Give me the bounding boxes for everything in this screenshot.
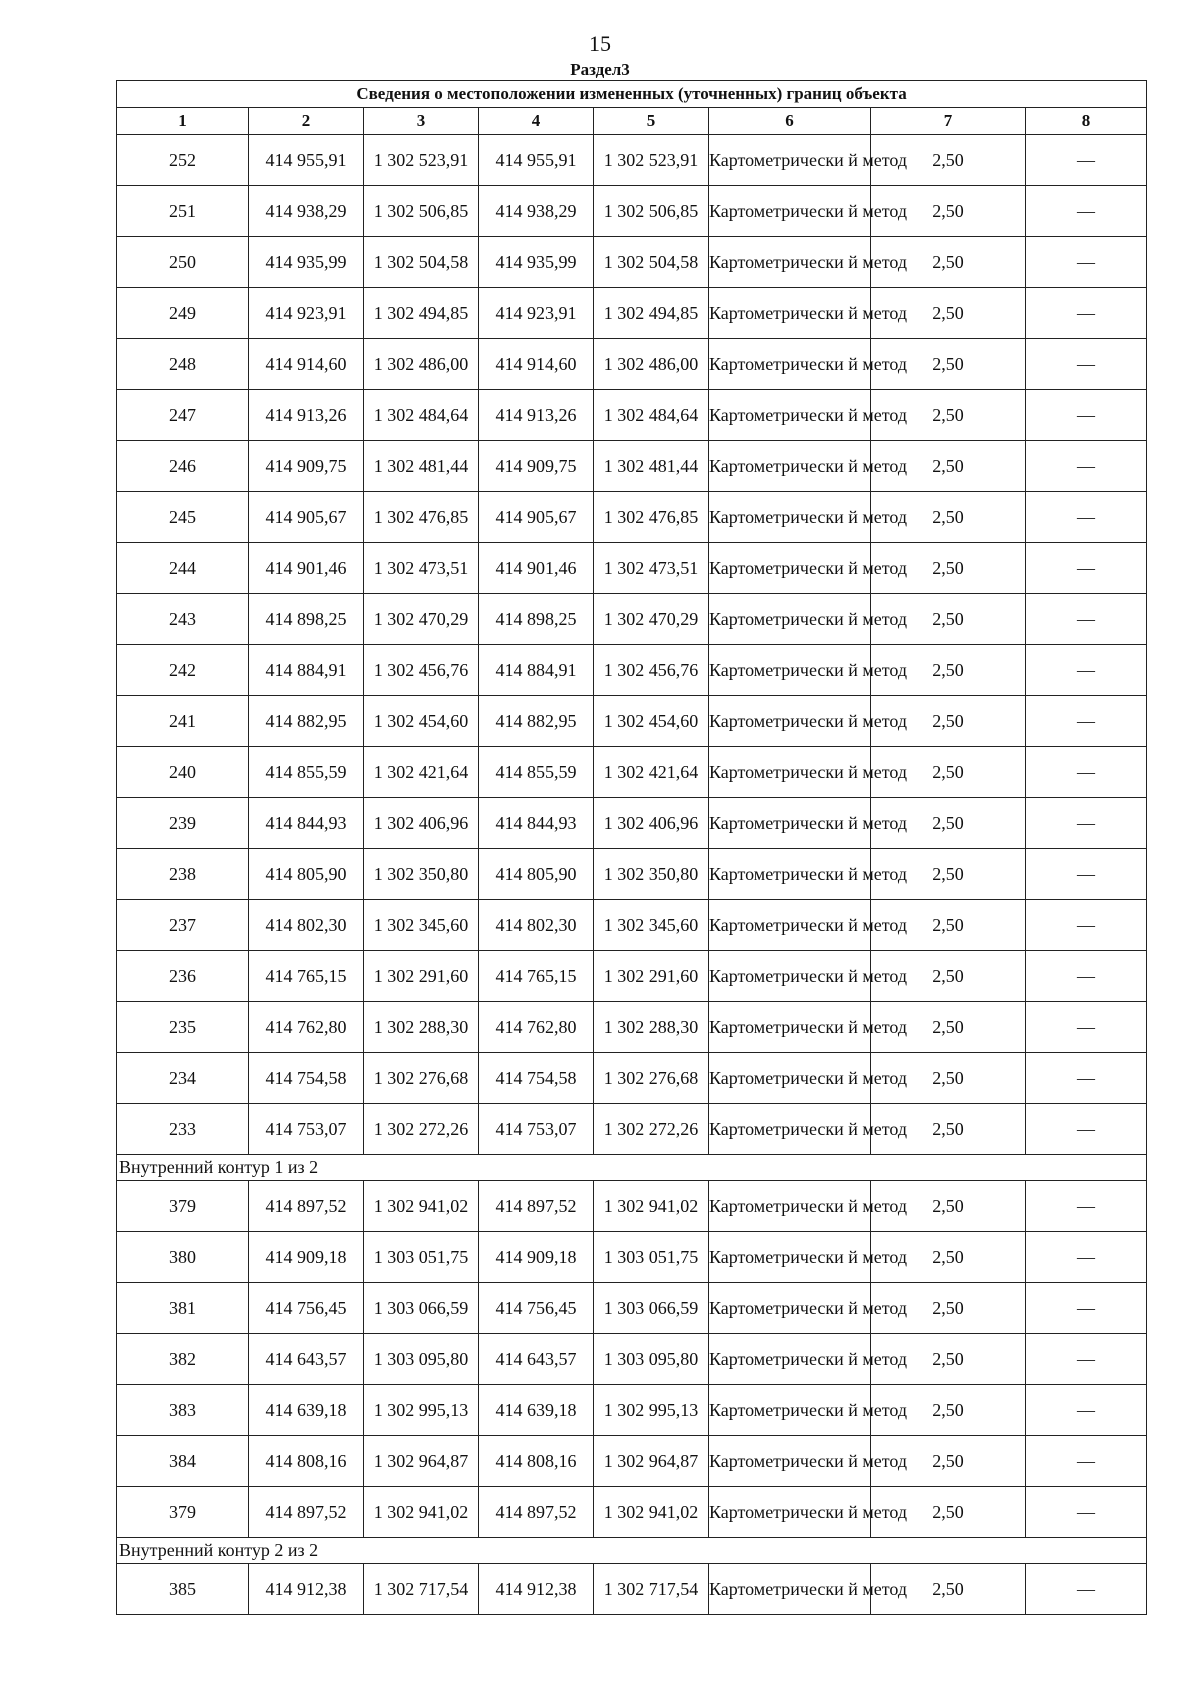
- y-existing-cell: 1 302 456,76: [364, 645, 479, 696]
- description-cell: —: [1026, 1385, 1147, 1436]
- y-new-cell: 1 302 506,85: [594, 186, 709, 237]
- y-new-cell: 1 302 454,60: [594, 696, 709, 747]
- description-cell: —: [1026, 849, 1147, 900]
- y-new-cell: 1 302 941,02: [594, 1487, 709, 1538]
- table-row: [117, 1232, 1147, 1283]
- y-existing-cell: 1 302 964,87: [364, 1436, 479, 1487]
- x-existing-cell: 414 808,16: [249, 1436, 364, 1487]
- y-new-cell: 1 302 473,51: [594, 543, 709, 594]
- y-new-cell: 1 302 995,13: [594, 1385, 709, 1436]
- accuracy-cell: 2,50: [871, 288, 1026, 339]
- table-row: [117, 339, 1147, 390]
- point-number-cell: 383: [117, 1385, 249, 1436]
- description-cell: —: [1026, 237, 1147, 288]
- table-row: [117, 237, 1147, 288]
- x-new-cell: 414 912,38: [479, 1564, 594, 1615]
- point-number-cell: 252: [117, 135, 249, 186]
- y-existing-cell: 1 302 345,60: [364, 900, 479, 951]
- x-new-cell: 414 884,91: [479, 645, 594, 696]
- accuracy-cell: 2,50: [871, 1487, 1026, 1538]
- x-new-cell: 414 808,16: [479, 1436, 594, 1487]
- y-new-cell: 1 302 421,64: [594, 747, 709, 798]
- determination-method-cell: Картометрически й метод: [709, 1385, 871, 1436]
- x-existing-cell: 414 882,95: [249, 696, 364, 747]
- y-existing-cell: 1 302 484,64: [364, 390, 479, 441]
- y-existing-cell: 1 302 288,30: [364, 1002, 479, 1053]
- determination-method-cell: Картометрически й метод: [709, 1283, 871, 1334]
- x-existing-cell: 414 884,91: [249, 645, 364, 696]
- y-new-cell: 1 302 486,00: [594, 339, 709, 390]
- y-existing-cell: 1 302 454,60: [364, 696, 479, 747]
- point-number-cell: 242: [117, 645, 249, 696]
- point-number-cell: 245: [117, 492, 249, 543]
- y-existing-cell: 1 303 051,75: [364, 1232, 479, 1283]
- contour-label: Внутренний контур 2 из 2: [117, 1538, 1147, 1564]
- table-row: [117, 135, 1147, 186]
- table-row: [117, 849, 1147, 900]
- y-new-cell: 1 302 481,44: [594, 441, 709, 492]
- x-existing-cell: 414 805,90: [249, 849, 364, 900]
- accuracy-cell: 2,50: [871, 1053, 1026, 1104]
- determination-method-cell: Картометрически й метод: [709, 1002, 871, 1053]
- table-row: [117, 1053, 1147, 1104]
- determination-method-cell: Картометрически й метод: [709, 1181, 871, 1232]
- x-existing-cell: 414 909,75: [249, 441, 364, 492]
- table-row: [117, 492, 1147, 543]
- point-number-cell: 249: [117, 288, 249, 339]
- x-new-cell: 414 935,99: [479, 237, 594, 288]
- y-existing-cell: 1 302 717,54: [364, 1564, 479, 1615]
- description-cell: —: [1026, 1487, 1147, 1538]
- x-new-cell: 414 897,52: [479, 1487, 594, 1538]
- description-cell: —: [1026, 594, 1147, 645]
- x-existing-cell: 414 762,80: [249, 1002, 364, 1053]
- x-new-cell: 414 955,91: [479, 135, 594, 186]
- y-new-cell: 1 302 291,60: [594, 951, 709, 1002]
- y-existing-cell: 1 302 406,96: [364, 798, 479, 849]
- column-number: 1: [117, 108, 249, 135]
- y-existing-cell: 1 302 291,60: [364, 951, 479, 1002]
- x-new-cell: 414 897,52: [479, 1181, 594, 1232]
- point-number-cell: 384: [117, 1436, 249, 1487]
- column-number: 5: [594, 108, 709, 135]
- accuracy-cell: 2,50: [871, 900, 1026, 951]
- accuracy-cell: 2,50: [871, 1436, 1026, 1487]
- accuracy-cell: 2,50: [871, 339, 1026, 390]
- description-cell: —: [1026, 1104, 1147, 1155]
- determination-method-cell: Картометрически й метод: [709, 1564, 871, 1615]
- table-row: [117, 1104, 1147, 1155]
- table-row: [117, 1181, 1147, 1232]
- x-existing-cell: 414 898,25: [249, 594, 364, 645]
- y-new-cell: 1 303 066,59: [594, 1283, 709, 1334]
- x-existing-cell: 414 909,18: [249, 1232, 364, 1283]
- y-new-cell: 1 302 470,29: [594, 594, 709, 645]
- determination-method-cell: Картометрически й метод: [709, 339, 871, 390]
- determination-method-cell: Картометрически й метод: [709, 390, 871, 441]
- description-cell: —: [1026, 1002, 1147, 1053]
- column-number: 8: [1026, 108, 1147, 135]
- accuracy-cell: 2,50: [871, 849, 1026, 900]
- determination-method-cell: Картометрически й метод: [709, 543, 871, 594]
- x-new-cell: 414 802,30: [479, 900, 594, 951]
- y-existing-cell: 1 303 066,59: [364, 1283, 479, 1334]
- x-existing-cell: 414 765,15: [249, 951, 364, 1002]
- y-new-cell: 1 302 964,87: [594, 1436, 709, 1487]
- x-existing-cell: 414 905,67: [249, 492, 364, 543]
- accuracy-cell: 2,50: [871, 492, 1026, 543]
- accuracy-cell: 2,50: [871, 441, 1026, 492]
- point-number-cell: 239: [117, 798, 249, 849]
- determination-method-cell: Картометрически й метод: [709, 237, 871, 288]
- point-number-cell: 248: [117, 339, 249, 390]
- point-number-cell: 385: [117, 1564, 249, 1615]
- accuracy-cell: 2,50: [871, 747, 1026, 798]
- point-number-cell: 247: [117, 390, 249, 441]
- y-new-cell: 1 302 456,76: [594, 645, 709, 696]
- description-cell: —: [1026, 543, 1147, 594]
- point-number-cell: 246: [117, 441, 249, 492]
- determination-method-cell: Картометрически й метод: [709, 900, 871, 951]
- accuracy-cell: 2,50: [871, 1334, 1026, 1385]
- y-new-cell: 1 302 288,30: [594, 1002, 709, 1053]
- x-new-cell: 414 765,15: [479, 951, 594, 1002]
- description-cell: —: [1026, 696, 1147, 747]
- contour-label-row: [117, 1538, 1147, 1564]
- accuracy-cell: 2,50: [871, 1385, 1026, 1436]
- y-new-cell: 1 302 494,85: [594, 288, 709, 339]
- x-new-cell: 414 913,26: [479, 390, 594, 441]
- point-number-cell: 241: [117, 696, 249, 747]
- accuracy-cell: 2,50: [871, 135, 1026, 186]
- determination-method-cell: Картометрически й метод: [709, 441, 871, 492]
- determination-method-cell: Картометрически й метод: [709, 798, 871, 849]
- x-new-cell: 414 923,91: [479, 288, 594, 339]
- determination-method-cell: Картометрически й метод: [709, 288, 871, 339]
- x-new-cell: 414 855,59: [479, 747, 594, 798]
- x-new-cell: 414 882,95: [479, 696, 594, 747]
- description-cell: —: [1026, 1436, 1147, 1487]
- boundary-coordinates-table: [116, 80, 1147, 1615]
- column-number: 6: [709, 108, 871, 135]
- table-row: [117, 441, 1147, 492]
- table-row: [117, 696, 1147, 747]
- description-cell: —: [1026, 951, 1147, 1002]
- y-new-cell: 1 302 484,64: [594, 390, 709, 441]
- table-row: [117, 288, 1147, 339]
- point-number-cell: 243: [117, 594, 249, 645]
- x-existing-cell: 414 935,99: [249, 237, 364, 288]
- y-existing-cell: 1 302 473,51: [364, 543, 479, 594]
- description-cell: —: [1026, 1053, 1147, 1104]
- column-number: 3: [364, 108, 479, 135]
- description-cell: —: [1026, 645, 1147, 696]
- y-existing-cell: 1 302 476,85: [364, 492, 479, 543]
- contour-label-row: [117, 1155, 1147, 1181]
- point-number-cell: 238: [117, 849, 249, 900]
- determination-method-cell: Картометрически й метод: [709, 1053, 871, 1104]
- table-body: [117, 81, 1147, 1615]
- y-existing-cell: 1 302 523,91: [364, 135, 479, 186]
- x-existing-cell: 414 912,38: [249, 1564, 364, 1615]
- x-existing-cell: 414 913,26: [249, 390, 364, 441]
- x-new-cell: 414 643,57: [479, 1334, 594, 1385]
- accuracy-cell: 2,50: [871, 1104, 1026, 1155]
- y-new-cell: 1 302 476,85: [594, 492, 709, 543]
- determination-method-cell: Картометрически й метод: [709, 849, 871, 900]
- table-caption-row: [117, 81, 1147, 108]
- determination-method-cell: Картометрически й метод: [709, 1334, 871, 1385]
- y-new-cell: 1 302 276,68: [594, 1053, 709, 1104]
- accuracy-cell: 2,50: [871, 1002, 1026, 1053]
- y-new-cell: 1 302 941,02: [594, 1181, 709, 1232]
- description-cell: —: [1026, 1564, 1147, 1615]
- accuracy-cell: 2,50: [871, 390, 1026, 441]
- x-new-cell: 414 805,90: [479, 849, 594, 900]
- x-existing-cell: 414 955,91: [249, 135, 364, 186]
- description-cell: —: [1026, 1334, 1147, 1385]
- accuracy-cell: 2,50: [871, 798, 1026, 849]
- point-number-cell: 380: [117, 1232, 249, 1283]
- table-row: [117, 798, 1147, 849]
- description-cell: —: [1026, 135, 1147, 186]
- accuracy-cell: 2,50: [871, 237, 1026, 288]
- table-row: [117, 1385, 1147, 1436]
- table-row: [117, 1487, 1147, 1538]
- x-existing-cell: 414 802,30: [249, 900, 364, 951]
- description-cell: —: [1026, 441, 1147, 492]
- accuracy-cell: 2,50: [871, 696, 1026, 747]
- y-new-cell: 1 302 717,54: [594, 1564, 709, 1615]
- point-number-cell: 251: [117, 186, 249, 237]
- y-new-cell: 1 302 345,60: [594, 900, 709, 951]
- y-existing-cell: 1 302 272,26: [364, 1104, 479, 1155]
- determination-method-cell: Картометрически й метод: [709, 747, 871, 798]
- table-caption: Сведения о местоположении измененных (уточненных) границ объекта: [117, 81, 1147, 108]
- x-new-cell: 414 844,93: [479, 798, 594, 849]
- column-number: 7: [871, 108, 1026, 135]
- y-new-cell: 1 302 504,58: [594, 237, 709, 288]
- y-existing-cell: 1 302 470,29: [364, 594, 479, 645]
- point-number-cell: 236: [117, 951, 249, 1002]
- y-existing-cell: 1 303 095,80: [364, 1334, 479, 1385]
- table-row: [117, 1283, 1147, 1334]
- description-cell: —: [1026, 747, 1147, 798]
- accuracy-cell: 2,50: [871, 1564, 1026, 1615]
- table-row: [117, 390, 1147, 441]
- determination-method-cell: Картометрически й метод: [709, 951, 871, 1002]
- x-existing-cell: 414 754,58: [249, 1053, 364, 1104]
- description-cell: —: [1026, 186, 1147, 237]
- point-number-cell: 250: [117, 237, 249, 288]
- column-number: 4: [479, 108, 594, 135]
- description-cell: —: [1026, 798, 1147, 849]
- accuracy-cell: 2,50: [871, 186, 1026, 237]
- page-number: 15: [589, 31, 611, 56]
- x-new-cell: 414 909,75: [479, 441, 594, 492]
- y-existing-cell: 1 302 995,13: [364, 1385, 479, 1436]
- description-cell: —: [1026, 390, 1147, 441]
- y-existing-cell: 1 302 941,02: [364, 1487, 479, 1538]
- determination-method-cell: Картометрически й метод: [709, 1436, 871, 1487]
- x-new-cell: 414 762,80: [479, 1002, 594, 1053]
- x-new-cell: 414 639,18: [479, 1385, 594, 1436]
- accuracy-cell: 2,50: [871, 645, 1026, 696]
- point-number-cell: 240: [117, 747, 249, 798]
- x-existing-cell: 414 897,52: [249, 1487, 364, 1538]
- accuracy-cell: 2,50: [871, 1283, 1026, 1334]
- y-existing-cell: 1 302 504,58: [364, 237, 479, 288]
- x-existing-cell: 414 855,59: [249, 747, 364, 798]
- accuracy-cell: 2,50: [871, 1232, 1026, 1283]
- x-existing-cell: 414 923,91: [249, 288, 364, 339]
- description-cell: —: [1026, 1232, 1147, 1283]
- point-number-cell: 381: [117, 1283, 249, 1334]
- point-number-cell: 379: [117, 1181, 249, 1232]
- y-existing-cell: 1 302 350,80: [364, 849, 479, 900]
- x-existing-cell: 414 639,18: [249, 1385, 364, 1436]
- x-new-cell: 414 938,29: [479, 186, 594, 237]
- contour-label: Внутренний контур 1 из 2: [117, 1155, 1147, 1181]
- x-existing-cell: 414 914,60: [249, 339, 364, 390]
- table-row: [117, 1564, 1147, 1615]
- section-title: Раздел3: [570, 60, 630, 79]
- table-row: [117, 186, 1147, 237]
- table-row: [117, 1436, 1147, 1487]
- point-number-cell: 382: [117, 1334, 249, 1385]
- y-new-cell: 1 302 272,26: [594, 1104, 709, 1155]
- point-number-cell: 235: [117, 1002, 249, 1053]
- point-number-cell: 234: [117, 1053, 249, 1104]
- x-new-cell: 414 901,46: [479, 543, 594, 594]
- y-existing-cell: 1 302 506,85: [364, 186, 479, 237]
- table-row: [117, 1002, 1147, 1053]
- column-number: 2: [249, 108, 364, 135]
- description-cell: —: [1026, 288, 1147, 339]
- determination-method-cell: Картометрически й метод: [709, 135, 871, 186]
- x-existing-cell: 414 643,57: [249, 1334, 364, 1385]
- x-existing-cell: 414 938,29: [249, 186, 364, 237]
- y-new-cell: 1 302 350,80: [594, 849, 709, 900]
- table-row: [117, 645, 1147, 696]
- description-cell: —: [1026, 900, 1147, 951]
- x-new-cell: 414 914,60: [479, 339, 594, 390]
- point-number-cell: 379: [117, 1487, 249, 1538]
- x-new-cell: 414 753,07: [479, 1104, 594, 1155]
- determination-method-cell: Картометрически й метод: [709, 1232, 871, 1283]
- accuracy-cell: 2,50: [871, 543, 1026, 594]
- column-number-row: [117, 108, 1147, 135]
- x-new-cell: 414 909,18: [479, 1232, 594, 1283]
- y-existing-cell: 1 302 486,00: [364, 339, 479, 390]
- description-cell: —: [1026, 492, 1147, 543]
- accuracy-cell: 2,50: [871, 594, 1026, 645]
- y-new-cell: 1 302 406,96: [594, 798, 709, 849]
- y-new-cell: 1 302 523,91: [594, 135, 709, 186]
- x-new-cell: 414 898,25: [479, 594, 594, 645]
- point-number-cell: 233: [117, 1104, 249, 1155]
- x-new-cell: 414 754,58: [479, 1053, 594, 1104]
- y-existing-cell: 1 302 276,68: [364, 1053, 479, 1104]
- determination-method-cell: Картометрически й метод: [709, 645, 871, 696]
- table-row: [117, 747, 1147, 798]
- y-new-cell: 1 303 051,75: [594, 1232, 709, 1283]
- determination-method-cell: Картометрически й метод: [709, 1104, 871, 1155]
- determination-method-cell: Картометрически й метод: [709, 696, 871, 747]
- x-existing-cell: 414 756,45: [249, 1283, 364, 1334]
- y-existing-cell: 1 302 494,85: [364, 288, 479, 339]
- x-existing-cell: 414 901,46: [249, 543, 364, 594]
- determination-method-cell: Картометрически й метод: [709, 1487, 871, 1538]
- determination-method-cell: Картометрически й метод: [709, 594, 871, 645]
- accuracy-cell: 2,50: [871, 1181, 1026, 1232]
- y-existing-cell: 1 302 421,64: [364, 747, 479, 798]
- table-row: [117, 951, 1147, 1002]
- y-existing-cell: 1 302 941,02: [364, 1181, 479, 1232]
- point-number-cell: 244: [117, 543, 249, 594]
- table-row: [117, 900, 1147, 951]
- x-new-cell: 414 905,67: [479, 492, 594, 543]
- table-row: [117, 543, 1147, 594]
- y-new-cell: 1 303 095,80: [594, 1334, 709, 1385]
- determination-method-cell: Картометрически й метод: [709, 492, 871, 543]
- description-cell: —: [1026, 1283, 1147, 1334]
- accuracy-cell: 2,50: [871, 951, 1026, 1002]
- point-number-cell: 237: [117, 900, 249, 951]
- x-new-cell: 414 756,45: [479, 1283, 594, 1334]
- x-existing-cell: 414 753,07: [249, 1104, 364, 1155]
- description-cell: —: [1026, 339, 1147, 390]
- table-row: [117, 1334, 1147, 1385]
- y-existing-cell: 1 302 481,44: [364, 441, 479, 492]
- description-cell: —: [1026, 1181, 1147, 1232]
- x-existing-cell: 414 844,93: [249, 798, 364, 849]
- table-row: [117, 594, 1147, 645]
- determination-method-cell: Картометрически й метод: [709, 186, 871, 237]
- x-existing-cell: 414 897,52: [249, 1181, 364, 1232]
